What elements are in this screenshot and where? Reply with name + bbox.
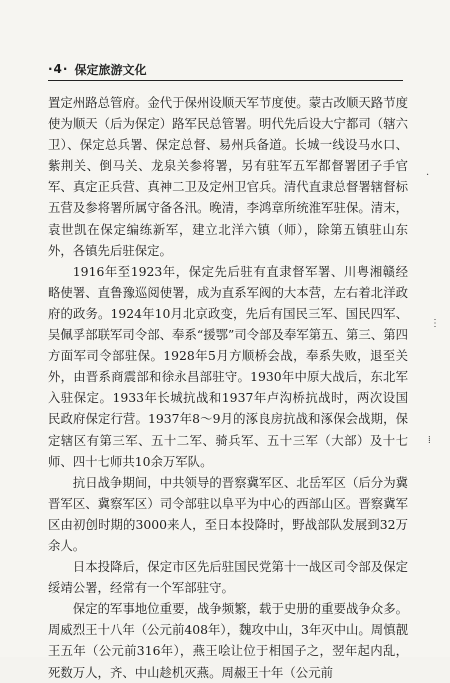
paragraph-2: 1916年至1923年，保定先后驻有直隶督军署、川粤湘赣经略使署、直鲁豫巡阅使署，成为直系军阀的大本营，左右着北洋政府的政务。1924年10月北京政变，先后有国民三军、国民四军、吴佩孚部联军司令部、奉系“援鄂”司令部及奉军第五、第三、第四方面军司令部驻保。1928年5月方顺桥会战，奉系失败，退至关外，由晋系商震部和徐永昌部驻守。1930年中原大战后，东北军入驻保定。1933年长城抗战和1937年卢沟桥抗战时，两次设国民政府保定行营。1937年8～9月的涿良房抗战和涿保会战期，保定辖区有第三军、五十二军、骑兵军、五十三军（大部）及十七师、四十七师共10余万军队。 [48,263,408,469]
body-text [48,92,408,683]
paragraph-5: 保定的军事地位重要，战争频繁，载于史册的重要战争众多。周威烈王十八年（公元前408年），魏攻中山，3年灭中山。周慎靓王五年（公元前316年），燕王哙让位于相国子之，翌年起内乱，死数万人，齐、中山趁机灭燕。周赧王十年（公元前 [48,601,408,680]
running-header [48,60,403,78]
book-title: 保定旅游文化 [74,62,147,77]
paragraph-4: 日本投降后，保定市区先后驻国民党第十一战区司令部及保定绥靖公署，经常有一个军部驻守。 [48,559,408,596]
scan-edge-mark: ⁞ [428,435,431,446]
paragraph-3: 抗日战争期间，中共领导的晋察冀军区、北岳军区（后分为冀晋军区、冀察军区）司令部驻以阜平为中心的西部山区。晋察冀军区由初创时期的3000来人，至日本投降时，野战部队发展到32万余人。 [48,474,408,553]
scan-edge-mark: ⋮ [430,318,440,329]
page-number: ·4· [48,62,69,76]
paragraph-1: 置定州路总管府。金代于保州设顺天军节度使。蒙古改顺天路节度使为顺天（后为保定）路军民总管署。明代先后设大宁都司（辖六卫）、保定总兵署、保定总督、易州兵备道。长城一线设马水口、紫荆关、倒马关、龙泉关参将署，另有驻军五军都督署团子手官军、真定正兵营、真神二卫及定州卫官兵。清代直隶总督署辖督标五营及参将署所属守备各汛。晚清，李鸿章所统淮军驻保。清末，袁世凯在保定编练新军，建立北洋六镇（师），除第五镇驻山东外，各镇先后驻保定。 [48,95,408,258]
scan-edge-mark: · [426,170,430,181]
header-rule [48,80,403,81]
